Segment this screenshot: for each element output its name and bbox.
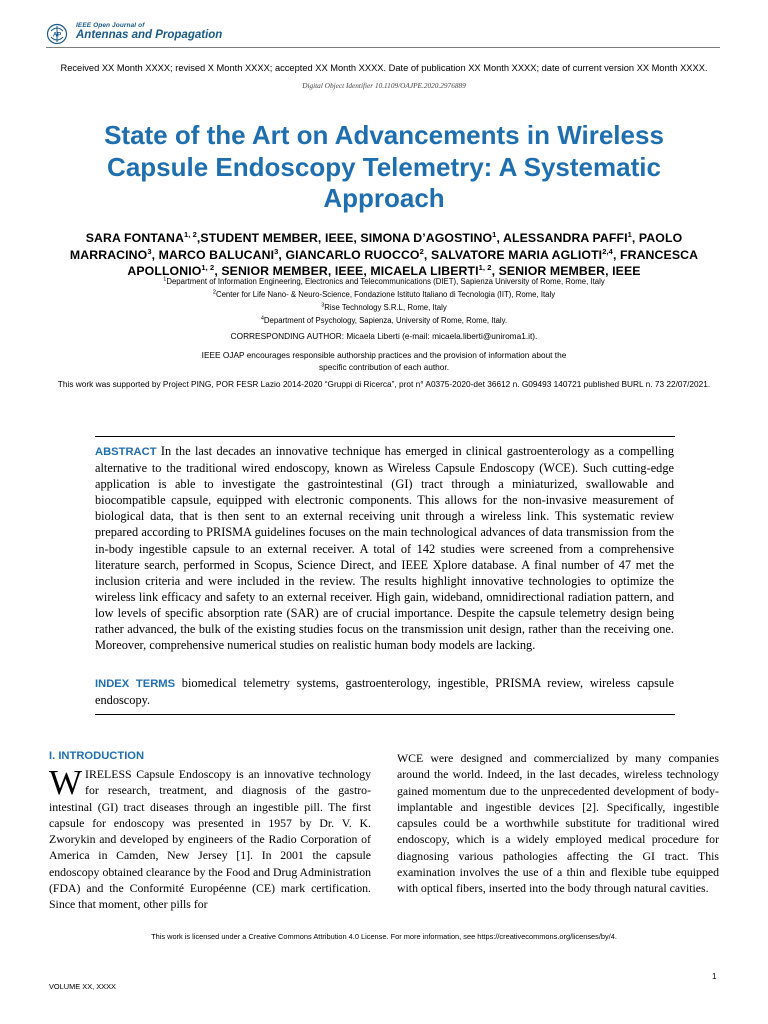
author-name: ALESSANDRA PAFFI [503, 231, 628, 245]
index-terms-label: INDEX TERMS [95, 678, 176, 690]
author-suffix: , SENIOR MEMBER, IEEE, [214, 264, 371, 278]
section-heading-introduction: I. INTRODUCTION [49, 750, 145, 762]
author-suffix: , [151, 247, 159, 262]
author-suffix: , [423, 247, 431, 262]
intro-left-column [49, 763, 371, 913]
affiliation-text: Center for Life Nano- & Neuro-Science, Fondazione Istituto Italiano di Tecnologia (IIT), Rome, Italy [215, 290, 556, 299]
author-suffix: , [612, 247, 620, 262]
author-name: SIMONA D’AGOSTINO [360, 231, 493, 245]
corresponding-author: CORRESPONDING AUTHOR: Micaela Liberti (e-mail: micaela.liberti@uniroma1.it). [230, 331, 538, 341]
author-affiliation-mark: 1 [492, 229, 497, 239]
author-suffix: , [631, 231, 639, 245]
author-affiliation-mark: 3 [274, 246, 279, 256]
journal-name: Antennas and Propagation [76, 29, 223, 41]
header-divider [46, 47, 720, 48]
authorship-note: IEEE OJAP encourages responsible authorship practices and the provision of information about the specific contribution of each author. [201, 350, 567, 372]
author-affiliation-mark: 3 [147, 246, 152, 256]
abstract-block [95, 443, 674, 653]
author-affiliation-mark: 1 [627, 229, 632, 239]
author-name: MICAELA LIBERTI [370, 264, 479, 278]
affiliation-line [0, 303, 768, 313]
affiliation-text: Department of Psychology, Sapienza, University of Rome, Rome, Italy. [263, 316, 508, 325]
paper-title: State of the Art on Advancements in Wireless Capsule Endoscopy Telemetry: A Systematic Approach [104, 120, 664, 213]
intro-left-text: IRELESS Capsule Endoscopy is an innovative technology for research, treatment, and diagnosis of the gastro-intestinal (GI) tract diseases through an ingestible pill. The first capsule for endoscopy was presented in 1957 by Dr. V. K. Zworykin and developed by engineers of the Radio Corporation of America in Camden, New Jersey [1]. In 2001 the capsule endoscopy obtained clearance by the Food and Drug Administration (FDA) and the Conformité Européenne (CE) mark certification. Since that moment, other pills for [49, 767, 371, 912]
ojap-logo-icon [46, 23, 68, 45]
affiliation-line [0, 290, 768, 300]
received-dates: Received XX Month XXXX; revised X Month XXXX; accepted XX Month XXXX. Date of publication XX Month XXXX; date of current version XX Month XXXX. [60, 63, 708, 73]
funding-note: This work was supported by Project PING, POR FESR Lazio 2014-2020 “Gruppi di Ricerca”, prot n° A0375-2020-det 36612 n. G09493 140721 published BURL n. 73 22/07/2021. [57, 379, 711, 389]
author-suffix: , [278, 247, 286, 262]
affiliation-mark: 3 [321, 302, 325, 309]
author-affiliation-mark: 2 [419, 246, 424, 256]
affiliation-mark: 4 [260, 315, 264, 322]
affiliation-mark: 2 [212, 289, 216, 296]
author-suffix: , [496, 231, 504, 245]
affiliation-line [0, 277, 768, 287]
svg-text:AP: AP [52, 32, 62, 39]
abstract-label: ABSTRACT [95, 446, 157, 458]
author-name: SARA FONTANA [85, 231, 184, 245]
author-name: PAOLO MARRACINO [69, 231, 683, 262]
affiliation-line [0, 316, 768, 326]
affiliation-mark: 1 [163, 276, 167, 283]
author-suffix: , SENIOR MEMBER, IEEE [491, 264, 641, 278]
author-name: FRANCESCA APOLLONIO [127, 247, 699, 278]
volume-footer: VOLUME XX, XXXX [49, 982, 116, 991]
author-name: GIANCARLO RUOCCO [285, 247, 420, 262]
author-affiliation-mark: 1, 2 [201, 262, 215, 272]
author-name: MARCO BALUCANI [158, 247, 275, 262]
journal-small-label: IEEE Open Journal of [76, 22, 145, 29]
author-affiliation-mark: 1, 2 [183, 229, 197, 239]
author-suffix: ,STUDENT MEMBER, IEEE, [196, 231, 361, 245]
license-notice: This work is licensed under a Creative Commons Attribution 4.0 License. For more information, see https://creativecommons.org/licenses/by/4. [151, 932, 617, 941]
index-terms-block [95, 675, 674, 708]
affiliation-text: Department of Information Engineering, Electronics and Telecommunications (DIET), Sapienza University of Rome, Rome, Italy [166, 277, 605, 286]
doi-line: Digital Object Identifier 10.1109/OAJPE.2020.2976889 [302, 81, 466, 90]
abstract-bottom-rule [95, 714, 675, 715]
author-affiliation-mark: 1, 2 [478, 262, 492, 272]
abstract-top-rule [95, 436, 675, 437]
author-affiliation-mark: 2,4 [602, 246, 613, 256]
intro-right-column: WCE were designed and commercialized by many companies around the world. Indeed, in the last decades, wireless technology gained momentum due to the unprecedented development of body-implantable and ingestible devices [2]. Specifically, ingestible capsules could be a worthwhile substitute for traditional wired endoscopy, which is a widely employed medical procedure for diagnosing various pathologies affecting the GI tract. This examination involves the use of a thin and flexible tube equipped with optical fibers, inserted into the body through natural cavities. [397, 751, 719, 896]
drop-cap: W [49, 763, 83, 802]
index-terms-text: biomedical telemetry systems, gastroenterology, ingestible, PRISMA review, wireless capsule endoscopy. [95, 676, 674, 708]
abstract-text: In the last decades an innovative technique has emerged in clinical gastroenterology as a compelling alternative to the traditional wired endoscopy, known as Wireless Capsule Endoscopy (WCE). Such cutting-edge application is able to investigate the gastrointestinal (GI) tract through a miniaturized, swallowable and biocompatible capsule, equipped with electronic components. This allows for the non-invasive measurement of biological data, that is then sent to an external receiving unit through a wireless link. This systematic review prepared according to PRISMA guidelines focuses on the main technological advances of data transmission from the in-body ingestible capsule to an external receiver. A total of 142 studies were screened from a comprehensive literature search, performed in Scopus, Science Direct, and IEEE Xplore database. A final number of 47 met the inclusion criteria and were included in the review. The results highlight innovative technologies to optimize the wireless link efficacy and safety to an external receiver. High gain, wideband, omnidirectional radiation pattern, and low levels of specific absorption rate (SAR) are of crucial importance. Despite the capsule telemetry design being rather advanced, the bulk of the existing studies focus on the transmission unit design, rather than the receiving one. Moreover, comprehensive numerical studies on realistic human body models are lacking. [95, 444, 674, 653]
author-name: SALVATORE MARIA AGLIOTI [430, 247, 603, 262]
page-number: 1 [712, 972, 717, 981]
affiliation-text: Rise Technology S.R.L, Rome, Italy [324, 303, 447, 312]
